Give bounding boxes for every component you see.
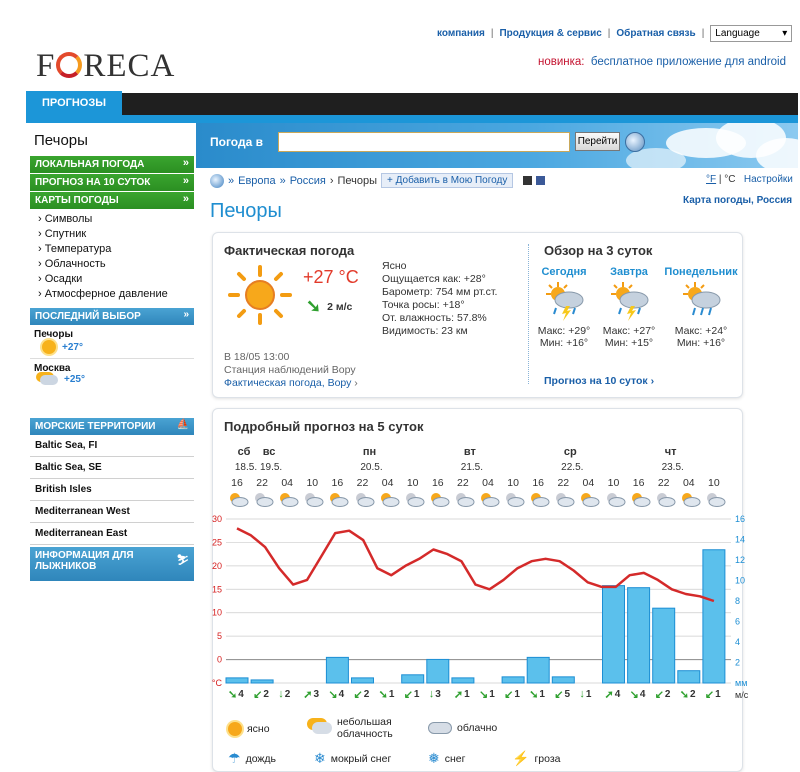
go-button[interactable]: Перейти [575,132,620,151]
recent-item[interactable] [30,359,194,389]
max-temp: Макс: +27° [602,325,656,337]
wind-arrow-icon: ↙ [253,689,263,701]
y2-tick-label: 14 [735,534,746,545]
wind-arrow-icon: ↙ [403,689,413,701]
globe-icon[interactable] [625,132,645,152]
map-item[interactable]: › Осадки [38,273,83,285]
precip-bar [427,659,449,683]
separator: | [701,28,705,39]
link-feedback[interactable]: Обратная связь [616,28,696,39]
precip-bar [628,588,650,683]
skier-icon: ⛷ [176,555,189,566]
breadcrumb-europe[interactable]: Европа [238,174,276,187]
sun-icon [224,263,296,327]
double-chevron-down-icon: » [182,193,189,205]
breadcrumb-russia[interactable]: Россия [289,174,326,187]
settings-link[interactable]: Настройки [743,174,793,185]
y-tick-label: 15 [211,584,222,595]
sea-item[interactable]: Baltic Sea, FI [30,435,194,457]
overview-day: Завтра Макс: +27° Мин: +15° [598,266,660,349]
main-nav [26,93,798,115]
night-cloud-icon [302,492,324,506]
wind-value: ➚ 3 [303,689,320,701]
forecast-hour: 04 [281,477,294,489]
visibility: Видимость: 23 км [382,325,468,337]
legend-cloudy: облачно [428,722,497,734]
sidebar-item-label: ЛОКАЛЬНАЯ ПОГОДА [35,159,145,170]
map-item[interactable]: › Облачность [38,258,106,270]
double-chevron-down-icon[interactable]: » [183,309,189,320]
recent-temp: +25° [64,374,85,385]
forecast-hour: 16 [331,477,344,489]
forecast-day-name: чт [664,446,677,458]
overview-day: Понедельник Макс: +24° Мин: +16° [664,266,738,349]
forecast-hour: 16 [532,477,545,489]
cloud-icon [428,722,452,734]
overview-title: Обзор на 3 суток [544,243,653,258]
search-input[interactable] [278,132,570,152]
wind-value: ↙ 5 [554,689,571,701]
condition-text: Ясно [382,260,407,272]
max-temp: Макс: +29° [537,325,591,337]
wind-arrow-icon: ➘ [679,689,690,701]
y2-tick-label: 10 [735,575,746,586]
forecast-hour: 10 [507,477,519,489]
divider [528,244,529,384]
tab-forecasts[interactable]: ПРОГНОЗЫ [26,91,122,115]
min-temp: Мин: +15° [604,337,654,349]
recent-item[interactable] [30,325,194,359]
wind-value: ↓ 1 [579,688,592,700]
forecast-hour: 10 [607,477,620,489]
obs-station: Станция наблюдений Вору [224,364,356,376]
sidebar-item-label: ПРОГНОЗ НА 10 СУТОК [35,177,151,188]
precip-bar [502,677,524,683]
sidebar-item-label: КАРТЫ ПОГОДЫ [35,195,119,206]
wind-value: ➘ 4 [228,689,244,701]
observation-info: В 18/05 13:00 Станция наблюдений Вору Фактическая погода, Вору › [224,351,358,389]
night-cloud-icon [704,492,726,506]
chevron-down-icon: ▾ [782,28,788,39]
overview-day: Сегодня Макс: +29° Мин: +16° [533,266,595,349]
forecast-day-name: сб [237,446,251,458]
cloud-sun-icon [679,492,701,506]
forecast-hour: 16 [231,477,243,489]
wind-arrow-icon: ↓ [428,688,435,700]
night-cloud-icon [252,492,274,506]
forecast-title: Подробный прогноз на 5 суток [224,419,424,434]
wind-value: ↙ 1 [403,689,420,701]
forecast-day-date: 21.5. [460,462,484,473]
precip-bar [527,657,549,683]
partly-cloudy-icon [312,722,332,734]
forecast-hour: 10 [406,477,419,489]
night-cloud-icon [353,492,375,506]
sidebar-item-local[interactable] [30,156,194,173]
map-item[interactable]: › Спутник [38,228,87,240]
forecast-chart [206,505,751,705]
map-item[interactable]: › Атмосферное давление [38,288,168,300]
map-item[interactable]: › Температура [38,243,112,255]
precip-bar [402,675,424,683]
wind-arrow-icon: ➚ [453,689,464,701]
sea-panel [30,418,194,581]
double-chevron-right-icon: » [182,157,189,169]
wind-value: ➘ 1 [529,689,545,701]
wind-arrow-icon: ↘ [629,689,639,701]
news-banner[interactable] [538,56,786,68]
link-company[interactable]: компания [437,28,485,39]
sun-icon [228,722,242,736]
sea-item[interactable]: British Isles [30,479,194,501]
wind-value: ↘ 1 [479,689,495,701]
sidebar-item-10day[interactable] [30,174,194,191]
y2-tick-label: 6 [735,616,741,627]
cloud-sun-icon [378,492,400,506]
cloud-sun-icon [629,492,651,506]
language-select[interactable] [710,25,792,42]
double-chevron-right-icon: » [182,175,189,187]
sleet-icon: ❄ [314,750,326,766]
night-cloud-icon [453,492,475,506]
thunder-shower-icon [607,278,651,322]
pressure: Барометр: 754 мм рт.ст. [382,286,498,298]
forecast-hour: 22 [557,477,570,489]
y2-tick-label: 4 [735,637,741,647]
forecast-hour: 04 [682,477,695,489]
shower-icon [679,278,723,322]
forecast-day-date: 19.5. [259,462,283,473]
cloud-sun-icon [277,492,299,506]
add-favorite-button[interactable]: + Добавить в Мою Погоду [381,173,513,188]
unit-f[interactable]: °F [706,174,717,185]
precip-bar [251,680,273,683]
wind-value: ➚ 1 [453,689,470,701]
forecast-day-date: 20.5. [360,462,383,473]
precip-bar [552,677,574,683]
min-temp: Мин: +16° [539,337,589,349]
wind-value: ↙ 2 [353,689,370,701]
precip-bar [352,678,374,683]
y2-tick-label: 8 [735,596,741,606]
precip-bar [603,586,625,683]
breadcrumb-current: Печоры [337,174,378,187]
wind-arrow-icon: ↙ [704,689,715,701]
link-products[interactable]: Продукция & сервис [499,28,602,39]
legend-clear: ясно [228,722,270,736]
ten-day-link[interactable]: Прогноз на 10 суток › [544,375,655,387]
current-title: Фактическая погода [224,243,355,258]
precip-bar [653,608,675,683]
y-tick-label: 25 [211,537,222,548]
legend-rain: ☂ дождь [228,750,277,766]
wind-value: ↘ 4 [328,689,345,701]
page-title: Печоры [210,200,282,222]
wind-arrow-icon: ➘ [378,689,388,701]
wind-arrow-icon: ➘ [529,689,539,701]
recent-city: Москва [34,363,71,374]
wind-arrow-icon: ↙ [504,689,514,701]
recent-header: ПОСЛЕДНИЙ ВЫБОР » [30,308,194,325]
night-cloud-icon [654,492,676,506]
logo-o-icon [56,52,82,78]
forecast-day-name: вс [262,446,276,458]
forecast-hour: 04 [482,477,494,489]
map-link[interactable]: Карта погоды, Россия [683,195,793,206]
wind-value: ↙ 1 [504,689,520,701]
wind-units: м/с [735,690,749,700]
thunder-shower-icon [542,278,586,322]
sidebar-city: Печоры [30,126,194,156]
forecast-hour: 22 [657,477,670,489]
max-temp: Макс: +24° [674,325,728,337]
precip-bar [678,671,700,683]
wind-arrow-icon: ➘ [228,689,238,701]
precip-bar [703,550,725,683]
y2-tick-label: мм [735,678,748,688]
dew-point: Точка росы: +18° [382,299,465,311]
wind-arrow-icon: ↘ [479,689,489,701]
forecast-day-name: вт [463,446,476,458]
sea-item[interactable]: Mediterranean West [30,501,194,523]
partly-cloudy-icon [40,375,58,385]
y2-tick-label: 12 [735,555,746,565]
units-toggle: °F | °C Настройки [706,174,793,185]
wind-arrow-icon: ↘ [328,689,338,701]
wind-value: ➘ 1 [378,689,395,701]
wind-arrow-icon: ➘ [306,296,322,316]
y-tick-label: 10 [211,607,222,618]
feels-like: Ощущается как: +28° [382,273,486,285]
y2-tick-label: 16 [735,514,746,524]
separator: | [607,28,611,39]
wind-arrow-icon: ↓ [579,688,585,700]
wind-arrow-icon: ➚ [303,689,313,701]
humidity: От. влажность: 57.8% [382,312,487,324]
breadcrumb: » Европа » Россия › Печоры + Добавить в Мою Погоду [210,173,545,188]
night-cloud-icon [403,492,425,506]
share-icon[interactable] [523,176,532,185]
y-tick-label: 0 [216,654,222,665]
wind-arrow-icon: ➚ [604,689,614,701]
precip-bar [452,678,474,683]
search-label: Погода в [210,135,263,149]
nav-underline [26,115,798,123]
wind-value: ↙ 2 [654,689,671,701]
wind-arrow-icon: ↙ [353,689,363,701]
wind-value: ↙ 2 [253,689,269,701]
sun-icon [42,340,56,354]
night-cloud-icon [604,492,626,506]
cloud-sun-icon [327,492,349,506]
forecast-hour: 22 [356,477,369,489]
y-tick-label: 30 [211,514,222,524]
cloud-sun-icon [578,492,600,506]
recent-temp: +27° [62,341,83,353]
sea-item[interactable]: Baltic Sea, SE [30,457,194,479]
wind-value: ↓ 3 [428,688,441,700]
foreca-logo[interactable]: F RECA [36,48,176,84]
language-label: Language [715,28,760,39]
current-details [382,260,497,338]
legend-partly: небольшая облачность [312,716,393,740]
forecast-hour: 04 [582,477,595,489]
min-temp: Мин: +16° [676,337,726,349]
globe-small-icon [210,174,224,188]
precip-bar [326,657,348,683]
forecast-hour: 16 [431,477,444,489]
wind-arrow-icon: ↙ [654,689,664,701]
cloud-sun-icon [428,492,450,506]
forecast-day-date: 22.5. [561,462,584,473]
current-wind: ➘ 2 м/с [306,296,353,316]
night-cloud-icon [553,492,575,506]
cloud-sun-icon [528,492,550,506]
news-label: новинка: [538,56,585,68]
snow-icon: ❅ [428,750,440,766]
forecast-day-date: 18.5. [234,462,258,473]
obs-link[interactable]: Фактическая погода, Вору [224,377,352,389]
sea-header: МОРСКИЕ ТЕРРИТОРИИ ⛵ [30,418,194,435]
y2-tick-label: 2 [735,657,741,668]
legend-thunder: ⚡ гроза [512,750,561,766]
wind-arrow-icon: ↙ [554,689,564,701]
wind-value: ↘ 4 [629,689,646,701]
wind-arrow-icon: ↓ [278,688,284,700]
recent-city: Печоры [34,329,74,340]
facebook-icon[interactable] [536,176,545,185]
wind-value: ➘ 2 [679,689,696,701]
forecast-hour: 22 [256,477,268,489]
wind-value: ➚ 4 [604,689,621,701]
sidebar-item-maps[interactable] [30,192,194,209]
news-text: бесплатное приложение для android [590,56,787,68]
forecast-day-name: ср [563,446,577,458]
rain-icon: ☂ [228,750,241,766]
night-cloud-icon [503,492,525,506]
y-tick-label: 5 [216,631,222,642]
sidebar [30,126,194,389]
unit-c[interactable]: °C [724,174,736,185]
sailboat-icon: ⛵ [176,419,189,430]
forecast-day-date: 23.5. [661,462,684,473]
forecast-hour: 04 [381,477,394,489]
forecast-hour: 22 [457,477,469,489]
legend-sleet: ❄ мокрый снег [314,750,392,766]
wind-value: ↓ 2 [278,688,291,700]
current-temp: +27 °C [303,267,359,287]
precip-bar [226,678,248,683]
forecast-hour: 10 [708,477,720,489]
map-item[interactable]: › Символы [38,213,93,225]
separator: | [490,28,494,39]
y-tick-label: 20 [211,560,222,571]
obs-time: В 18/05 13:00 [224,351,290,363]
cloud-sun-icon [478,492,500,506]
thunder-icon: ⚡ [512,750,530,766]
forecast-hour: 10 [306,477,319,489]
wind-value: ↙ 1 [704,689,721,701]
forecast-hour: 16 [632,477,645,489]
cloud-sun-icon [227,492,249,506]
ski-header[interactable]: ИНФОРМАЦИЯ ДЛЯ ЛЫЖНИКОВ ⛷ [30,547,194,581]
top-links [437,25,792,42]
forecast-day-name: пн [362,446,377,458]
legend-snow: ❅ снег [428,750,466,766]
y-tick-label: °C [211,678,222,688]
sea-item[interactable]: Mediterranean East [30,523,194,545]
map-list [30,210,194,304]
